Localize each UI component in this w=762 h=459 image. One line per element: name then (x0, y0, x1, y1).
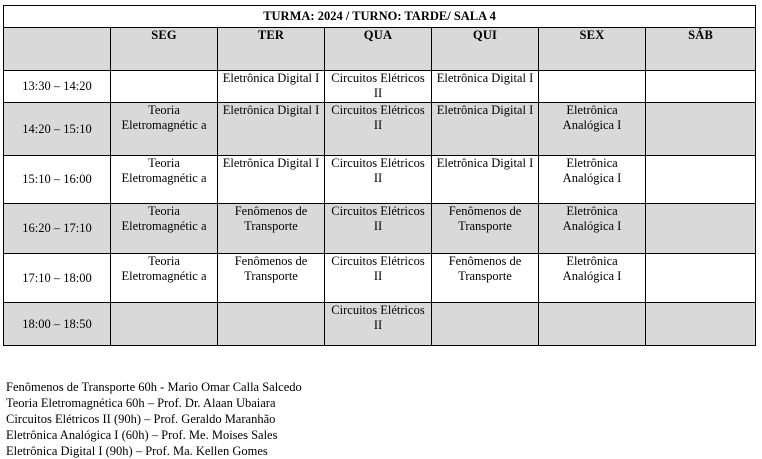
day-header-sat: SÁB (646, 28, 756, 71)
time-slot: 14:20 – 15:10 (4, 103, 111, 156)
class-cell (646, 103, 756, 156)
class-cell: Eletrônica Analógica I (539, 103, 646, 156)
class-cell (646, 204, 756, 254)
day-header-thu: QUI (432, 28, 539, 71)
class-cell: Circuitos Elétricos II (325, 156, 432, 204)
legend-item: Teoria Eletromagnética 60h – Prof. Dr. Alaan Ubaiara (6, 396, 276, 410)
legend-item: Fenômenos de Transporte 60h - Mario Omar Calla Salcedo (6, 380, 302, 394)
time-slot: 15:10 – 16:00 (4, 156, 111, 204)
time-slot: 16:20 – 17:10 (4, 204, 111, 254)
time-slot: 18:00 – 18:50 (4, 303, 111, 346)
time-slot: 13:30 – 14:20 (4, 71, 111, 103)
day-header-row (4, 28, 756, 71)
class-cell (646, 71, 756, 103)
class-cell: Eletrônica Digital I (432, 103, 539, 156)
table-row (4, 156, 756, 204)
class-cell: Fenômenos de Transporte (432, 254, 539, 303)
class-cell (111, 71, 218, 103)
schedule-sheet (3, 5, 755, 346)
class-cell (432, 303, 539, 346)
day-header-wed: QUA (325, 28, 432, 71)
table-row (4, 71, 756, 103)
class-cell: Teoria Eletromagnétic a (111, 156, 218, 204)
class-cell: Circuitos Elétricos II (325, 303, 432, 346)
schedule-table (3, 5, 756, 346)
class-cell: Eletrônica Digital I (432, 156, 539, 204)
time-slot: 17:10 – 18:00 (4, 254, 111, 303)
class-cell: Circuitos Elétricos II (325, 71, 432, 103)
legend-item: Eletrônica Digital I (90h) – Prof. Ma. Kellen Gomes (6, 444, 268, 458)
class-cell (539, 71, 646, 103)
schedule-title: TURMA: 2024 / TURNO: TARDE/ SALA 4 (4, 6, 756, 28)
table-row (4, 303, 756, 346)
day-header-mon: SEG (111, 28, 218, 71)
class-cell: Eletrônica Digital I (218, 71, 325, 103)
legend-item: Circuitos Elétricos II (90h) – Prof. Geraldo Maranhão (6, 412, 276, 426)
day-header-tue: TER (218, 28, 325, 71)
professor-legend (6, 379, 746, 459)
class-cell: Teoria Eletromagnétic a (111, 103, 218, 156)
class-cell: Fenômenos de Transporte (218, 204, 325, 254)
legend-item: Eletrônica Analógica I (60h) – Prof. Me. Moises Sales (6, 428, 278, 442)
class-cell: Circuitos Elétricos II (325, 103, 432, 156)
class-cell: Eletrônica Digital I (218, 156, 325, 204)
class-cell: Eletrônica Analógica I (539, 204, 646, 254)
class-cell: Teoria Eletromagnétic a (111, 254, 218, 303)
class-cell: Circuitos Elétricos II (325, 254, 432, 303)
class-cell (218, 303, 325, 346)
class-cell (111, 303, 218, 346)
class-cell (646, 303, 756, 346)
table-row (4, 254, 756, 303)
class-cell (539, 303, 646, 346)
class-cell: Circuitos Elétricos II (325, 204, 432, 254)
class-cell: Teoria Eletromagnétic a (111, 204, 218, 254)
table-row (4, 204, 756, 254)
class-cell: Eletrônica Digital I (432, 71, 539, 103)
class-cell (646, 254, 756, 303)
class-cell: Eletrônica Analógica I (539, 156, 646, 204)
day-header-fri: SEX (539, 28, 646, 71)
table-row (4, 103, 756, 156)
class-cell: Eletrônica Analógica I (539, 254, 646, 303)
class-cell: Fenômenos de Transporte (218, 254, 325, 303)
class-cell (646, 156, 756, 204)
class-cell: Fenômenos de Transporte (432, 204, 539, 254)
corner-cell (4, 28, 111, 71)
class-cell: Eletrônica Digital I (218, 103, 325, 156)
